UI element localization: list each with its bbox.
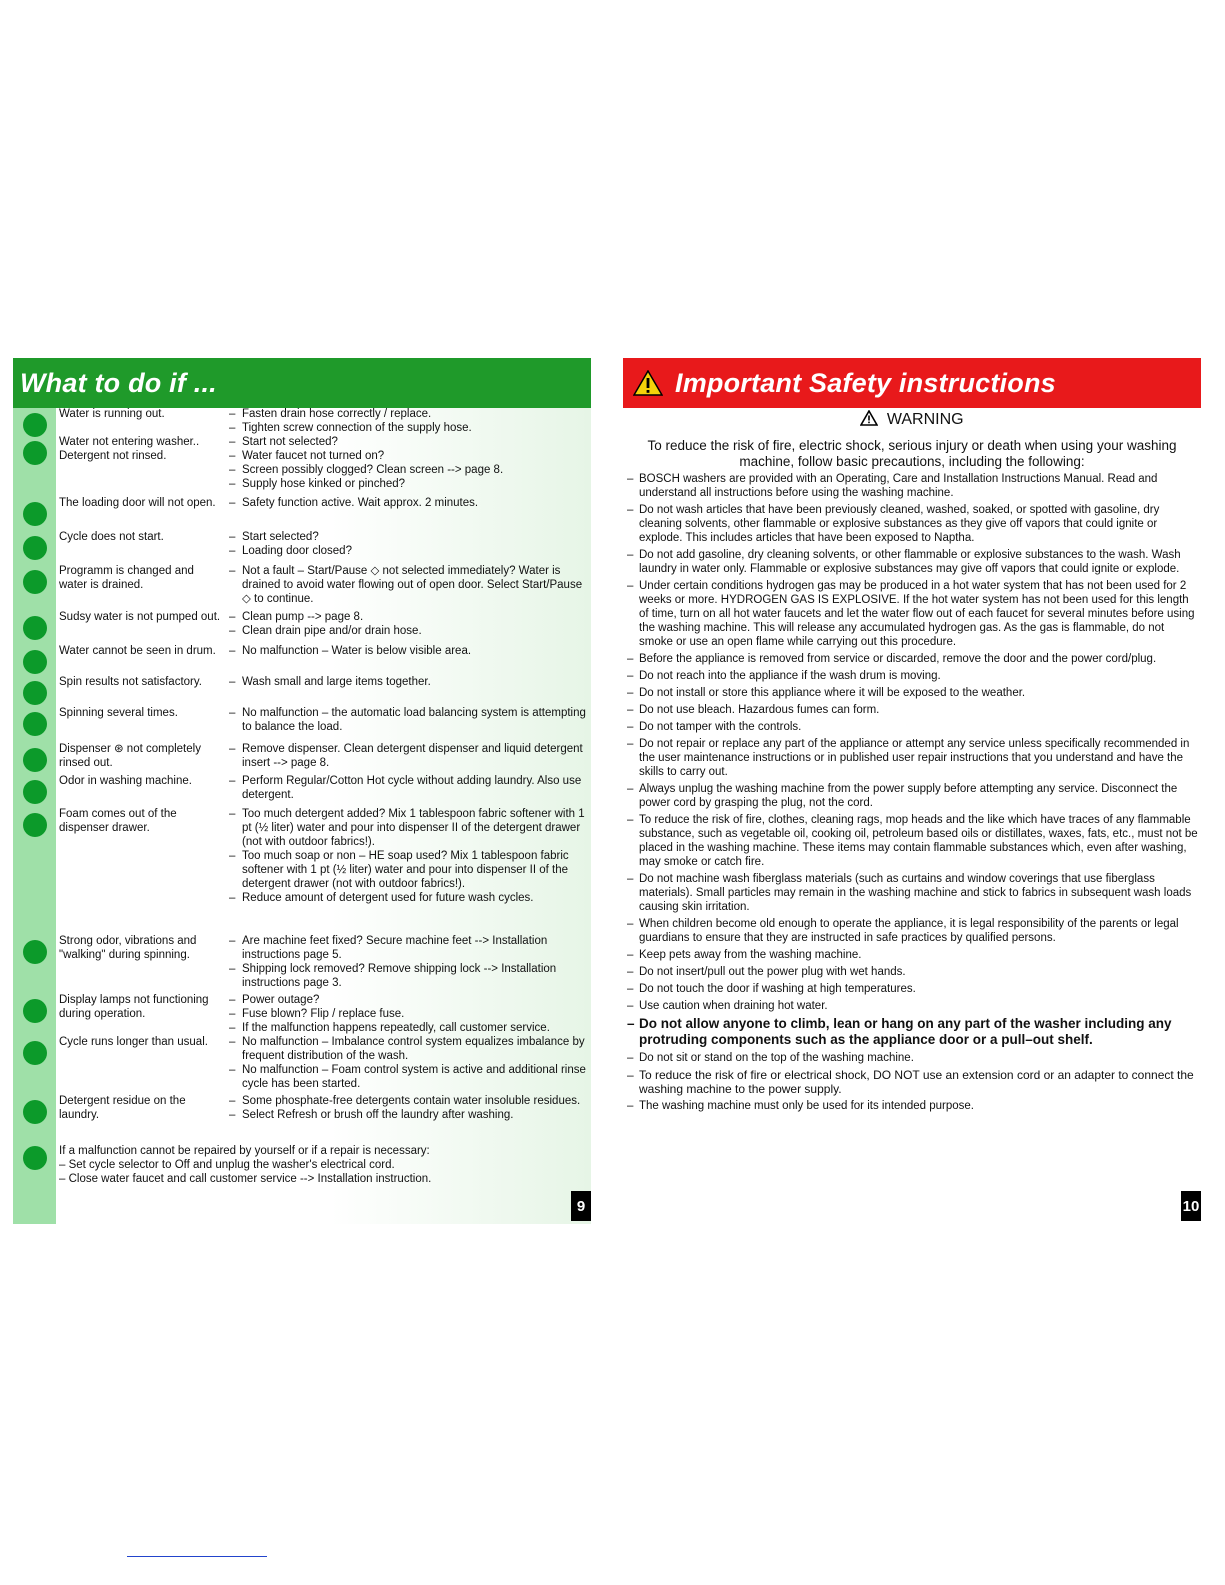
remedy-item: – Fasten drain hose correctly / replace. xyxy=(229,407,591,421)
safety-item: – Do not repair or replace any part of the appliance or attempt any service unless specifically recommended in the user maintenance instructions or in published user repair instructions that you understand and have the skills to carry out. xyxy=(623,737,1201,779)
remedy-item: – Not a fault – Start/Pause ◇ not selected immediately? Water is drained to avoid water flowing out of open door. Select Start/Pause ◇ to continue. xyxy=(229,564,591,606)
troubleshooting-row xyxy=(13,1036,591,1095)
bullet-dot-icon xyxy=(23,681,47,705)
safety-item: – Do not tamper with the controls. xyxy=(623,720,1201,734)
safety-item: – Always unplug the washing machine from the power supply before attempting any service. Disconnect the power cord by grasping the plug, not the cord. xyxy=(623,782,1201,810)
final-note-step: – Set cycle selector to Off and unplug the washer's electrical cord. xyxy=(59,1159,395,1171)
warning-intro: To reduce the risk of fire, electric shock, serious injury or death when using your washing machine, follow basic precautions, including the following: xyxy=(647,438,1177,469)
issue-text: Cycle runs longer than usual. xyxy=(59,1036,208,1048)
bullet-dot-icon xyxy=(23,748,47,772)
troubleshooting-row xyxy=(13,935,591,994)
troubleshooting-row xyxy=(13,645,591,676)
footer-link-line xyxy=(127,1556,267,1557)
troubleshooting-row xyxy=(13,531,591,565)
remedy-item: – If the malfunction happens repeatedly, call customer service. xyxy=(229,1021,591,1035)
issue-text: Sudsy water is not pumped out. xyxy=(59,611,221,623)
remedy-item: – Select Refresh or brush off the laundry after washing. xyxy=(229,1108,591,1122)
troubleshooting-row xyxy=(13,611,591,645)
issue-text: Odor in washing machine. xyxy=(59,775,192,787)
safety-item: – Do not use bleach. Hazardous fumes can form. xyxy=(623,703,1201,717)
safety-item: – Keep pets away from the washing machine. xyxy=(623,948,1201,962)
safety-body xyxy=(623,408,1201,1224)
bullet-dot-icon xyxy=(23,616,47,640)
remedy-list xyxy=(229,1094,591,1122)
issue-text: Programm is changed and water is drained. xyxy=(59,565,194,591)
remedy-list xyxy=(229,644,591,658)
remedy-item: – No malfunction – the automatic load balancing system is attempting to balance the load. xyxy=(229,706,591,734)
bullet-dot-icon xyxy=(23,650,47,674)
safety-item: – Do not reach into the appliance if the wash drum is moving. xyxy=(623,669,1201,683)
bullet-dot-icon xyxy=(23,999,47,1023)
remedy-list xyxy=(229,807,591,905)
bullet-dot-icon xyxy=(23,1100,47,1124)
troubleshooting-banner xyxy=(13,358,591,408)
remedy-item: – Fuse blown? Flip / replace fuse. xyxy=(229,1007,591,1021)
troubleshooting-row xyxy=(13,497,591,531)
bullet-dot-icon xyxy=(23,502,47,526)
remedy-item: – No malfunction – Imbalance control system equalizes imbalance by frequent distribution of the wash. xyxy=(229,1035,591,1063)
remedy-list xyxy=(229,742,591,770)
troubleshooting-row xyxy=(13,1095,591,1142)
bullet-dot-icon xyxy=(23,813,47,837)
issue-text: Water not entering washer.. Detergent not rinsed. xyxy=(59,436,200,462)
remedy-item: – Tighten screw connection of the supply hose. xyxy=(229,421,591,435)
safety-item: – Do not allow anyone to climb, lean or hang on any part of the washer including any protruding components such as the appliance door or a pull–out shelf. xyxy=(623,1016,1201,1048)
remedy-list xyxy=(229,610,591,638)
issue-text: Detergent residue on the laundry. xyxy=(59,1095,186,1121)
issue-text: Foam comes out of the dispenser drawer. xyxy=(59,808,177,834)
issue-text: Water cannot be seen in drum. xyxy=(59,645,216,657)
remedy-list xyxy=(229,774,591,802)
troubleshooting-page xyxy=(13,358,591,1224)
troubleshooting-row xyxy=(13,707,591,743)
page-number: 10 xyxy=(1181,1191,1201,1221)
remedy-item: – Too much detergent added? Mix 1 tablespoon fabric softener with 1 pt (½ liter) water and pour into dispenser II of the detergent drawer (not with outdoor fabrics!). xyxy=(229,807,591,849)
troubleshooting-row xyxy=(13,565,591,611)
bullet-dot-icon xyxy=(23,1041,47,1065)
bullet-dot-icon xyxy=(23,780,47,804)
safety-item: – Do not insert/pull out the power plug with wet hands. xyxy=(623,965,1201,979)
safety-item: – Do not sit or stand on the top of the washing machine. xyxy=(623,1051,1201,1065)
safety-item: – Do not wash articles that have been previously cleaned, washed, soaked, or spotted with gasoline, dry cleaning solvents, other flammable or explosive substances as they give off vapors that could ignite or explode. This includes articles that have been exposed to Naptha. xyxy=(623,503,1201,545)
bullet-dot-icon xyxy=(23,712,47,736)
issue-text: Spin results not satisfactory. xyxy=(59,676,202,688)
safety-item: – To reduce the risk of fire, clothes, cleaning rags, mop heads and the like which have traces of any flammable substance, such as vegetable oil, cooking oil, petroleum based oils or distillates, waxes, fats, etc., must not be placed in the washing machine. These items may contain flammable substances which, even after washing, may smoke or catch fire. xyxy=(623,813,1201,869)
remedy-item: – Perform Regular/Cotton Hot cycle without adding laundry. Also use detergent. xyxy=(229,774,591,802)
troubleshooting-row xyxy=(13,408,591,436)
safety-item: – Do not machine wash fiberglass materials (such as curtains and window coverings that use fiberglass materials). Small particles may remain in the washing machine and stick to fabrics in subsequent wash loads causing skin irritation. xyxy=(623,872,1201,914)
issue-text: Cycle does not start. xyxy=(59,531,164,543)
remedy-item: – Clean drain pipe and/or drain hose. xyxy=(229,624,591,638)
remedy-list xyxy=(229,564,591,606)
safety-item: – Under certain conditions hydrogen gas may be produced in a hot water system that has not been used for 2 weeks or more. HYDROGEN GAS IS EXPLOSIVE. If the hot water system has not been used for this length of time, turn on all hot water faucets and let the water flow out of each faucet for several minutes before using the washing machine. This will release any accumulated hydrogen gas. As the gas is flammable, do not smoke or use an open flame while carrying out this procedure. xyxy=(623,579,1201,649)
final-note-step: – Close water faucet and call customer service --> Installation instruction. xyxy=(59,1173,432,1185)
troubleshooting-table xyxy=(13,408,591,1142)
page-title: Important Safety instructions xyxy=(675,367,1056,398)
troubleshooting-row xyxy=(13,436,591,497)
remedy-item: – Water faucet not turned on? xyxy=(229,449,591,463)
page-number: 9 xyxy=(571,1191,591,1221)
remedy-list xyxy=(229,435,591,491)
remedy-item: – Start selected? xyxy=(229,530,591,544)
bullet-dot-icon xyxy=(23,940,47,964)
warning-label: WARNING xyxy=(886,411,964,428)
safety-item: – Use caution when draining hot water. xyxy=(623,999,1201,1013)
issue-text: Spinning several times. xyxy=(59,707,178,719)
warning-triangle-icon xyxy=(633,370,663,396)
remedy-item: – Clean pump --> page 8. xyxy=(229,610,591,624)
bullet-dot-icon xyxy=(23,536,47,560)
safety-item: – When children become old enough to operate the appliance, it is legal responsibility of the parents or legal guardians to ensure that they are instructed in safe practices by qualified persons. xyxy=(623,917,1201,945)
troubleshooting-row xyxy=(13,775,591,808)
issue-text: The loading door will not open. xyxy=(59,497,216,509)
safety-item: – The washing machine must only be used for its intended purpose. xyxy=(623,1099,1201,1113)
remedy-item: – Too much soap or non – HE soap used? Mix 1 tablespoon fabric softener with 1 pt (½ liter) water and pour into dispenser II of the detergent drawer (not with outdoor fabrics!). xyxy=(229,849,591,891)
remedy-item: – Wash small and large items together. xyxy=(229,675,591,689)
remedy-item: – Power outage? xyxy=(229,993,591,1007)
remedy-list xyxy=(229,407,591,435)
safety-banner xyxy=(623,358,1201,408)
safety-item: – Do not install or store this appliance where it will be exposed to the weather. xyxy=(623,686,1201,700)
final-note-lead: If a malfunction cannot be repaired by yourself or if a repair is necessary: xyxy=(59,1145,430,1157)
remedy-item: – Loading door closed? xyxy=(229,544,591,558)
safety-item: – To reduce the risk of fire or electrical shock, DO NOT use an extension cord or an adapter to connect the washing machine to the power supply. xyxy=(623,1068,1201,1096)
remedy-item: – Some phosphate-free detergents contain water insoluble residues. xyxy=(229,1094,591,1108)
remedy-list xyxy=(229,993,591,1035)
issue-text: Display lamps not functioning during operation. xyxy=(59,994,209,1020)
warning-heading xyxy=(623,410,1201,432)
safety-item: – Do not touch the door if washing at high temperatures. xyxy=(623,982,1201,996)
remedy-list xyxy=(229,530,591,558)
issue-text: Water is running out. xyxy=(59,408,165,420)
bullet-dot-icon xyxy=(23,570,47,594)
page-title: What to do if ... xyxy=(20,367,217,398)
remedy-item: – No malfunction – Foam control system is active and additional rinse cycle has been started. xyxy=(229,1063,591,1091)
safety-list xyxy=(623,472,1201,1113)
remedy-item: – Reduce amount of detergent used for future wash cycles. xyxy=(229,891,591,905)
remedy-item: – Remove dispenser. Clean detergent dispenser and liquid detergent insert --> page 8. xyxy=(229,742,591,770)
remedy-list xyxy=(229,675,591,689)
bullet-dot-icon xyxy=(23,1146,47,1170)
remedy-item: – Screen possibly clogged? Clean screen --> page 8. xyxy=(229,463,591,477)
warning-outline-icon xyxy=(860,410,878,426)
remedy-list xyxy=(229,496,591,510)
troubleshooting-row xyxy=(13,808,591,935)
remedy-item: – No malfunction – Water is below visible area. xyxy=(229,644,591,658)
remedy-item: – Supply hose kinked or pinched? xyxy=(229,477,591,491)
safety-page xyxy=(623,358,1201,1224)
remedy-item: – Are machine feet fixed? Secure machine feet --> Installation instructions page 5. xyxy=(229,934,591,962)
safety-item: – Before the appliance is removed from service or discarded, remove the door and the power cord/plug. xyxy=(623,652,1201,666)
bullet-dot-icon xyxy=(23,413,47,437)
issue-text: Dispenser ⊛ not completely rinsed out. xyxy=(59,743,201,769)
safety-item: – Do not add gasoline, dry cleaning solvents, or other flammable or explosive substances to the wash. Wash laundry in water only. Flammable or explosive substances may give off vapors that could ignite or explode. xyxy=(623,548,1201,576)
safety-item: – BOSCH washers are provided with an Operating, Care and Installation Instructions Manual. Read and understand all instructions before using the washing machine. xyxy=(623,472,1201,500)
troubleshooting-body xyxy=(13,408,591,1224)
remedy-item: – Safety function active. Wait approx. 2 minutes. xyxy=(229,496,591,510)
troubleshooting-row xyxy=(13,676,591,707)
remedy-list xyxy=(229,1035,591,1091)
remedy-item: – Shipping lock removed? Remove shipping lock --> Installation instructions page 3. xyxy=(229,962,591,990)
troubleshooting-row xyxy=(13,994,591,1036)
troubleshooting-row xyxy=(13,743,591,775)
bullet-dot-icon xyxy=(23,441,47,465)
remedy-list xyxy=(229,934,591,990)
final-note xyxy=(59,1144,589,1186)
issue-text: Strong odor, vibrations and "walking" during spinning. xyxy=(59,935,197,961)
remedy-item: – Start not selected? xyxy=(229,435,591,449)
remedy-list xyxy=(229,706,591,734)
